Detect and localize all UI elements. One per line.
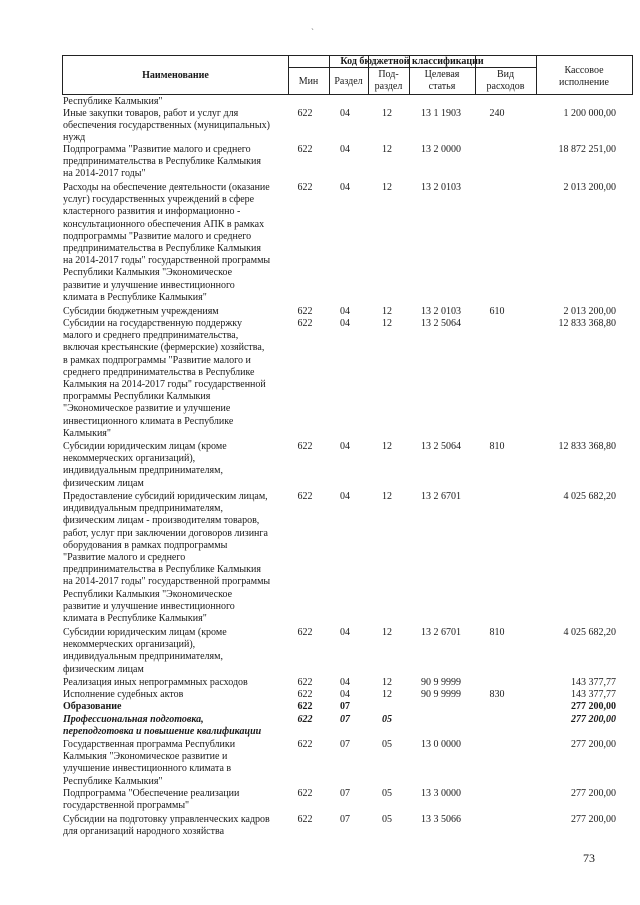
row-podrazdel: 12	[382, 306, 392, 317]
header-amount-2: исполнение	[559, 77, 609, 88]
header-group-divider	[288, 67, 536, 68]
row-amount: 143 377,77	[571, 677, 616, 688]
scan-mark: ˏ	[311, 20, 314, 30]
row-podrazdel: 12	[382, 441, 392, 452]
row-statya: 13 2 0000	[421, 144, 461, 155]
header-podrazdel-2: раздел	[374, 81, 403, 92]
row-statya: 13 2 0103	[421, 306, 461, 317]
row-min: 622	[297, 714, 313, 725]
row-name: Субсидии юридическим лицам (кроме некоммерческих организаций), индивидуальным предпринимателям, физическим лицам	[63, 627, 227, 675]
row-vid: 830	[489, 689, 505, 700]
row-razdel: 07	[340, 701, 350, 712]
header-statya-2: статья	[428, 81, 456, 92]
row-min: 622	[297, 182, 313, 193]
row-razdel: 07	[340, 739, 350, 750]
row-name: Субсидии бюджетным учреждениям	[63, 306, 219, 317]
row-name: Образование	[63, 701, 122, 712]
row-min: 622	[297, 306, 313, 317]
row-amount: 277 200,00	[571, 714, 616, 725]
row-razdel: 04	[340, 491, 350, 502]
row-statya: 13 0 0000	[421, 739, 461, 750]
row-min: 622	[297, 701, 313, 712]
row-min: 622	[297, 739, 313, 750]
row-amount: 2 013 200,00	[563, 306, 616, 317]
row-min: 622	[297, 144, 313, 155]
header-vid-1: Вид	[496, 69, 515, 80]
row-vid: 810	[489, 441, 505, 452]
row-amount: 277 200,00	[571, 739, 616, 750]
row-amount: 277 200,00	[571, 814, 616, 825]
row-name: Предоставление субсидий юридическим лицам, индивидуальным предпринимателям, физическим лицам - производителям товаров, работ, услуг при заключении договоров лизинга оборудования в рамках подпрограммы "Развитие малого и среднего предпринимательства в Республике Калмыкия на 2014-2017 годы" государственной программы Республики Калмыкия "Экономическое развитие и улучшение инвестиционного климата в Республике Калмыкия"	[63, 491, 271, 625]
row-min: 622	[297, 627, 313, 638]
row-statya: 13 3 5066	[421, 814, 461, 825]
row-min: 622	[297, 318, 313, 329]
row-razdel: 04	[340, 318, 350, 329]
row-min: 622	[297, 108, 313, 119]
row-name: Субсидии на подготовку управленческих кадров для организаций народного хозяйства	[63, 814, 270, 838]
header-podrazdel-1: Под-	[378, 69, 399, 80]
row-amount: 277 200,00	[571, 701, 616, 712]
row-min: 622	[297, 788, 313, 799]
row-statya: 13 2 6701	[421, 627, 461, 638]
header-name: Наименование	[142, 70, 209, 81]
row-razdel: 07	[340, 814, 350, 825]
row-name: Подпрограмма "Развитие малого и среднего предпринимательства в Республике Калмыкия на 2014-2017 годы"	[63, 144, 261, 180]
row-amount: 2 013 200,00	[563, 182, 616, 193]
header-group-title: Код бюджетной классификации	[340, 56, 484, 67]
row-min: 622	[297, 677, 313, 688]
row-podrazdel: 05	[382, 739, 392, 750]
row-amount: 18 872 251,00	[558, 144, 616, 155]
row-razdel: 04	[340, 689, 350, 700]
row-min: 622	[297, 441, 313, 452]
row-name: Реализация иных непрограммных расходов	[63, 677, 248, 688]
table-header	[62, 55, 633, 95]
header-razdel: Раздел	[334, 76, 363, 87]
row-podrazdel: 12	[382, 491, 392, 502]
row-vid: 240	[489, 108, 505, 119]
row-statya: 13 2 5064	[421, 441, 461, 452]
row-razdel: 04	[340, 677, 350, 688]
row-podrazdel: 12	[382, 627, 392, 638]
row-podrazdel: 12	[382, 689, 392, 700]
row-razdel: 04	[340, 144, 350, 155]
row-vid: 810	[489, 627, 505, 638]
row-amount: 12 833 368,80	[558, 318, 616, 329]
row-name: Государственная программа Республики Калмыкия "Экономическое развитие и улучшение инвестиционного климата в Республике Калмыкия"	[63, 739, 236, 787]
row-podrazdel: 05	[382, 788, 392, 799]
row-name: Субсидии на государственную поддержку малого и среднего предпринимательства, включая крестьянские (фермерские) хозяйства, в рамках подпрограммы "Развитие малого и среднего предпринимательства в Республике Калмыкия на 2014-2017 годы" государственной программы Республики Калмыкия "Экономическое развитие и улучшение инвестиционного климата в Республике Калмыкия"	[63, 318, 266, 439]
row-amount: 4 025 682,20	[563, 491, 616, 502]
row-razdel: 04	[340, 182, 350, 193]
row-min: 622	[297, 814, 313, 825]
row-name: Иные закупки товаров, работ и услуг для обеспечения государственных (муниципальных) нужд	[63, 108, 270, 144]
row-statya: 90 9 9999	[421, 677, 461, 688]
row-razdel: 04	[340, 627, 350, 638]
row-razdel: 07	[340, 714, 350, 725]
row-statya: 13 2 5064	[421, 318, 461, 329]
page-number: 73	[583, 851, 595, 865]
row-statya: 13 3 0000	[421, 788, 461, 799]
row-podrazdel: 12	[382, 677, 392, 688]
row-name: Республике Калмыкия"	[63, 96, 163, 107]
header-statya-1: Целевая	[424, 69, 460, 80]
row-name: Расходы на обеспечение деятельности (оказание услуг) государственных учреждений в сфере кластерного развития и информационно - консультационного обеспечения АПК в рамках подпрограммы "Развитие малого и среднего предпринимательства в Республике Калмыкия на 2014-2017 годы" государственной программы Республики Калмыкия "Экономическое развитие и улучшение инвестиционного климата в Республике Калмыкия"	[63, 182, 271, 303]
row-name: Подпрограмма "Обеспечение реализации государственной программы"	[63, 788, 240, 812]
row-statya: 13 1 1903	[421, 108, 461, 119]
row-amount: 4 025 682,20	[563, 627, 616, 638]
row-statya: 13 2 0103	[421, 182, 461, 193]
row-razdel: 07	[340, 788, 350, 799]
row-podrazdel: 12	[382, 108, 392, 119]
row-amount: 277 200,00	[571, 788, 616, 799]
row-amount: 1 200 000,00	[563, 108, 616, 119]
header-min: Мин	[298, 76, 319, 87]
row-podrazdel: 12	[382, 144, 392, 155]
row-podrazdel: 05	[382, 714, 392, 725]
row-podrazdel: 12	[382, 182, 392, 193]
row-razdel: 04	[340, 108, 350, 119]
row-podrazdel: 05	[382, 814, 392, 825]
header-vid-2: расходов	[486, 81, 525, 92]
row-amount: 12 833 368,80	[558, 441, 616, 452]
row-podrazdel: 12	[382, 318, 392, 329]
row-vid: 610	[489, 306, 505, 317]
row-name: Субсидии юридическим лицам (кроме некоммерческих организаций), индивидуальным предпринимателям, физическим лицам	[63, 441, 227, 489]
row-amount: 143 377,77	[571, 689, 616, 700]
row-statya: 13 2 6701	[421, 491, 461, 502]
row-name: Профессиональная подготовка, переподготовка и повышение квалификации	[63, 714, 262, 738]
row-razdel: 04	[340, 441, 350, 452]
header-amount-1: Кассовое	[564, 65, 604, 76]
row-name: Исполнение судебных актов	[63, 689, 184, 700]
row-min: 622	[297, 689, 313, 700]
row-min: 622	[297, 491, 313, 502]
row-razdel: 04	[340, 306, 350, 317]
row-statya: 90 9 9999	[421, 689, 461, 700]
